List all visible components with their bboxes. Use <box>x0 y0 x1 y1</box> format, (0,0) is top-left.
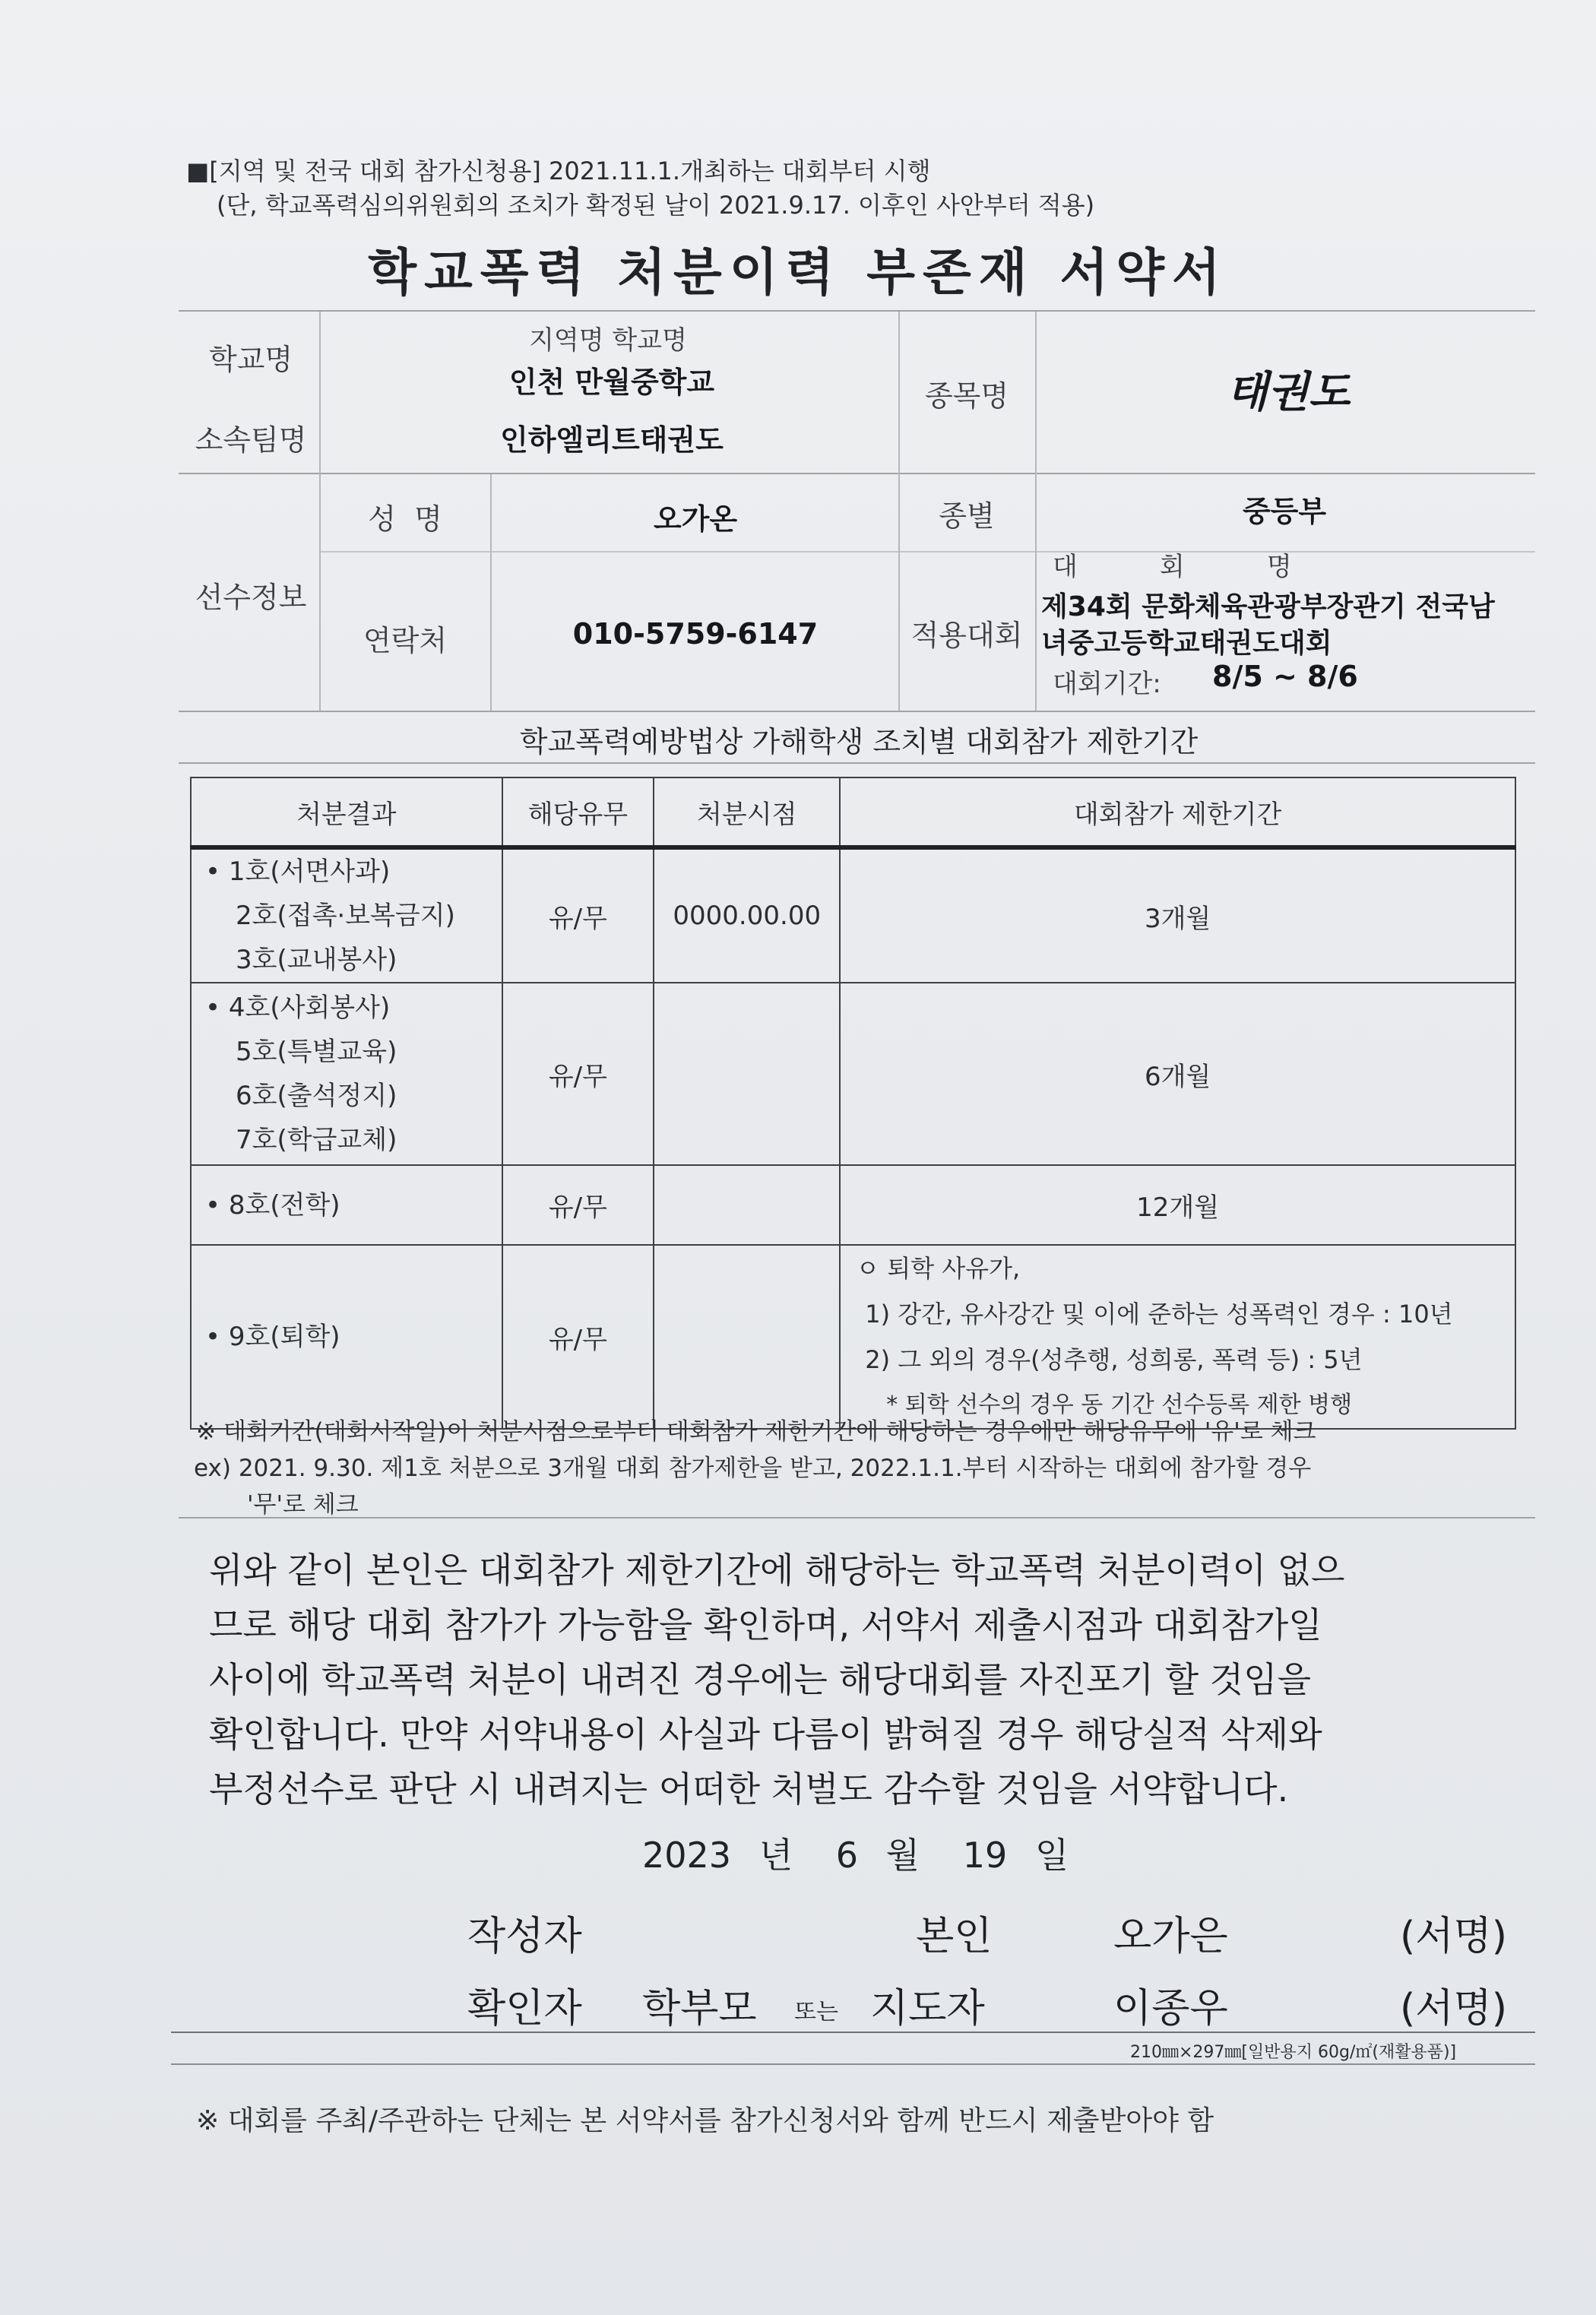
writer-label: 작성자 <box>467 1914 582 1959</box>
event-label: 적용대회 <box>910 619 1023 652</box>
applicable-cell[interactable]: 유/무 <box>502 1245 654 1429</box>
event-name-line-2: 녀중고등학교태권도대회 <box>1041 628 1332 659</box>
team-label: 소속팀명 <box>195 423 307 457</box>
pledge-text: 위와 같이 본인은 대회참가 제한기간에 해당하는 학교폭력 처분이력이 없으 므로 해당 대회 참가가 가능함을 확인하며, 서약서 제출시점과 대회참가일 사이에 학교폭력 처분이 내려진 경우에는 해당대회를 자진포기 할 것임을 확인합니다. 만약 서약내용이 사실과 다름이 밝혀질 경우 해당실적 삭제와 부정선수로 판단 시 내려지는 어떠한 처벌도 감수할 것임을 서약합니다. <box>209 1550 1345 1810</box>
date-cell[interactable]: 0000.00.00 <box>654 847 840 983</box>
date-cell[interactable] <box>654 983 840 1165</box>
sport-value: 태권도 <box>1226 368 1351 417</box>
applicable-cell[interactable]: 유/무 <box>502 1165 654 1245</box>
date-cell[interactable] <box>654 1245 840 1429</box>
player-info-label: 선수정보 <box>195 581 307 614</box>
event-period-value: 8/5 ~ 8/6 <box>1212 660 1358 693</box>
confirmer-label: 확인자 <box>467 1986 582 2032</box>
col-header-applicable: 해당유무 <box>502 777 654 847</box>
confirmer-role-coach: 지도자 <box>870 1986 985 2032</box>
result-cell: • 1호(서면사과) 2호(접촉·보복금지) 3호(교내봉사) <box>191 847 502 983</box>
school-label: 학교명 <box>208 343 293 376</box>
table-row <box>191 983 1515 1165</box>
period-cell-expulsion: ㅇ 퇴학 사유가, 1) 강간, 유사강간 및 이에 준하는 성폭력인 경우 : 10년 2) 그 외의 경우(성추행, 성희롱, 폭력 등) : 5년 * 퇴학 선수의 경우 동 기간 선수등록 제한 병행 <box>840 1245 1515 1429</box>
division-label: 종별 <box>939 499 995 533</box>
result-cell: • 8호(전학) <box>191 1165 502 1245</box>
event-name-line-1: 제34회 문화체육관광부장관기 전국남 <box>1041 591 1495 622</box>
table-row <box>191 1165 1515 1245</box>
school-value: 인천 만월중학교 <box>508 366 715 399</box>
confirmer-name[interactable]: 이종우 <box>1113 1986 1228 2032</box>
paper-spec: 210㎜×297㎜[일반용지 60g/㎡(재활용품)] <box>1130 2043 1457 2062</box>
phone-value: 010-5759-6147 <box>572 617 819 651</box>
restriction-section-title: 학교폭력예방법상 가해학생 조치별 대회참가 제한기간 <box>519 725 1199 758</box>
result-cell: • 9호(퇴학) <box>191 1245 502 1429</box>
applicable-cell[interactable]: 유/무 <box>502 847 654 983</box>
period-cell: 3개월 <box>840 847 1515 983</box>
note-1: ※ 대회기간(대회시작일)이 처분시점으로부터 대회참가 제한기간에 해당하는 경우에만 해당유무에 '유'로 체크 <box>196 1418 1316 1446</box>
col-header-result: 처분결과 <box>191 777 502 847</box>
team-value: 인하엘리트태권도 <box>500 423 724 457</box>
writer-signature[interactable]: (서명) <box>1400 1914 1508 1959</box>
col-header-period: 대회참가 제한기간 <box>840 777 1515 847</box>
division-value: 중등부 <box>1242 495 1327 528</box>
date-cell[interactable] <box>654 1165 840 1245</box>
table-row <box>191 1245 1515 1429</box>
confirmer-or: 또는 <box>794 1999 838 2025</box>
writer-role: 본인 <box>916 1914 993 1959</box>
name-label: 성 명 <box>368 502 442 536</box>
col-header-date: 처분시점 <box>654 777 840 847</box>
note-2: ex) 2021. 9.30. 제1호 처분으로 3개월 대회 참가제한을 받고, 2022.1.1.부터 시작하는 대회에 참가할 경우 <box>194 1455 1312 1482</box>
writer-name[interactable]: 오가은 <box>1113 1914 1228 1959</box>
confirmer-signature[interactable]: (서명) <box>1400 1986 1508 2032</box>
result-cell: • 4호(사회봉사) 5호(특별교육) 6호(출석정지) 7호(학급교체) <box>191 983 502 1165</box>
applicable-cell[interactable]: 유/무 <box>502 983 654 1165</box>
confirmer-role-parent: 학부모 <box>642 1986 757 2032</box>
name-value: 오가온 <box>653 502 738 536</box>
event-name-header: 대 회 명 <box>1053 552 1292 582</box>
notice-line-1: ■[지역 및 전국 대회 참가신청용] 2021.11.1.개최하는 대회부터 시행 <box>186 157 931 185</box>
notice-line-2: (단, 학교폭력심의위원회의 조치가 확정된 날이 2021.9.17. 이후인 사안부터 적용) <box>217 191 1095 220</box>
event-period-label: 대회기간: <box>1053 669 1161 699</box>
table-row <box>191 847 1515 983</box>
pledge-date: 2023 년 6 월 19 일 <box>642 1835 1069 1876</box>
period-cell: 6개월 <box>840 983 1515 1165</box>
table-header-row <box>191 777 1515 847</box>
school-sub-label: 지역명 학교명 <box>529 325 687 356</box>
period-cell: 12개월 <box>840 1165 1515 1245</box>
sport-label: 종목명 <box>924 379 1009 413</box>
document-title: 학교폭력 처분이력 부존재 서약서 <box>368 243 1228 302</box>
restriction-table <box>190 777 1516 1430</box>
note-3: '무'로 체크 <box>247 1491 359 1519</box>
footer-note: ※ 대회를 주최/주관하는 단체는 본 서약서를 참가신청서와 함께 반드시 제출받아야 함 <box>196 2105 1214 2136</box>
phone-label: 연락처 <box>363 624 448 657</box>
